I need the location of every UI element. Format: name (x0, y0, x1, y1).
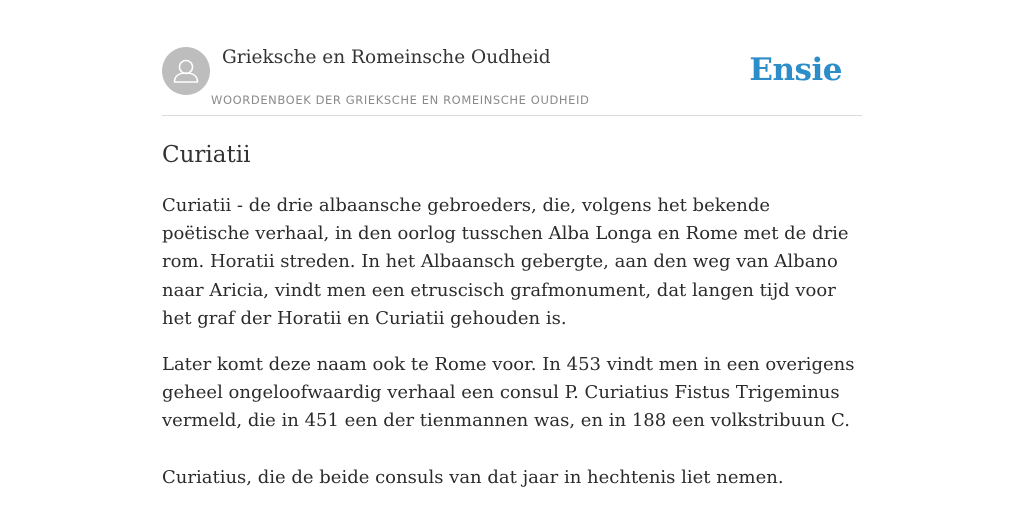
entry-paragraph: Later komt deze naam ook te Rome voor. In 453 vindt men in een overigens geheel ongeloofwaardig verhaal een consul P. Curiatius Fistus Trigeminus vermeld, die in 451 een der tienmannen was, en in 188 een volkstribuun C. (162, 354, 855, 432)
entry-content (162, 192, 862, 492)
ensie-logo[interactable]: Ensie (749, 52, 842, 88)
entry-title: Curiatii (162, 142, 251, 168)
source-title[interactable]: Grieksche en Romeinsche Oudheid (222, 47, 551, 68)
source-avatar[interactable] (162, 47, 210, 95)
source-header (162, 46, 862, 116)
source-subtitle[interactable]: WOORDENBOEK DER GRIEKSCHE EN ROMEINSCHE OUDHEID (211, 93, 590, 107)
user-icon (162, 47, 210, 95)
entry-paragraph: Curiatius, die de beide consuls van dat jaar in hechtenis liet nemen. (162, 466, 784, 488)
entry-paragraph: Curiatii - de drie albaansche gebroeders, die, volgens het bekende poëtische verhaal, in den oorlog tusschen Alba Longa en Rome met de drie rom. Horatii streden. In het Albaansch gebergte, aan den weg van Albano naar Aricia, vindt men een etruscisch grafmonument, dat langen tijd voor het graf der Horatii en Curiatii gehouden is. (162, 195, 849, 329)
